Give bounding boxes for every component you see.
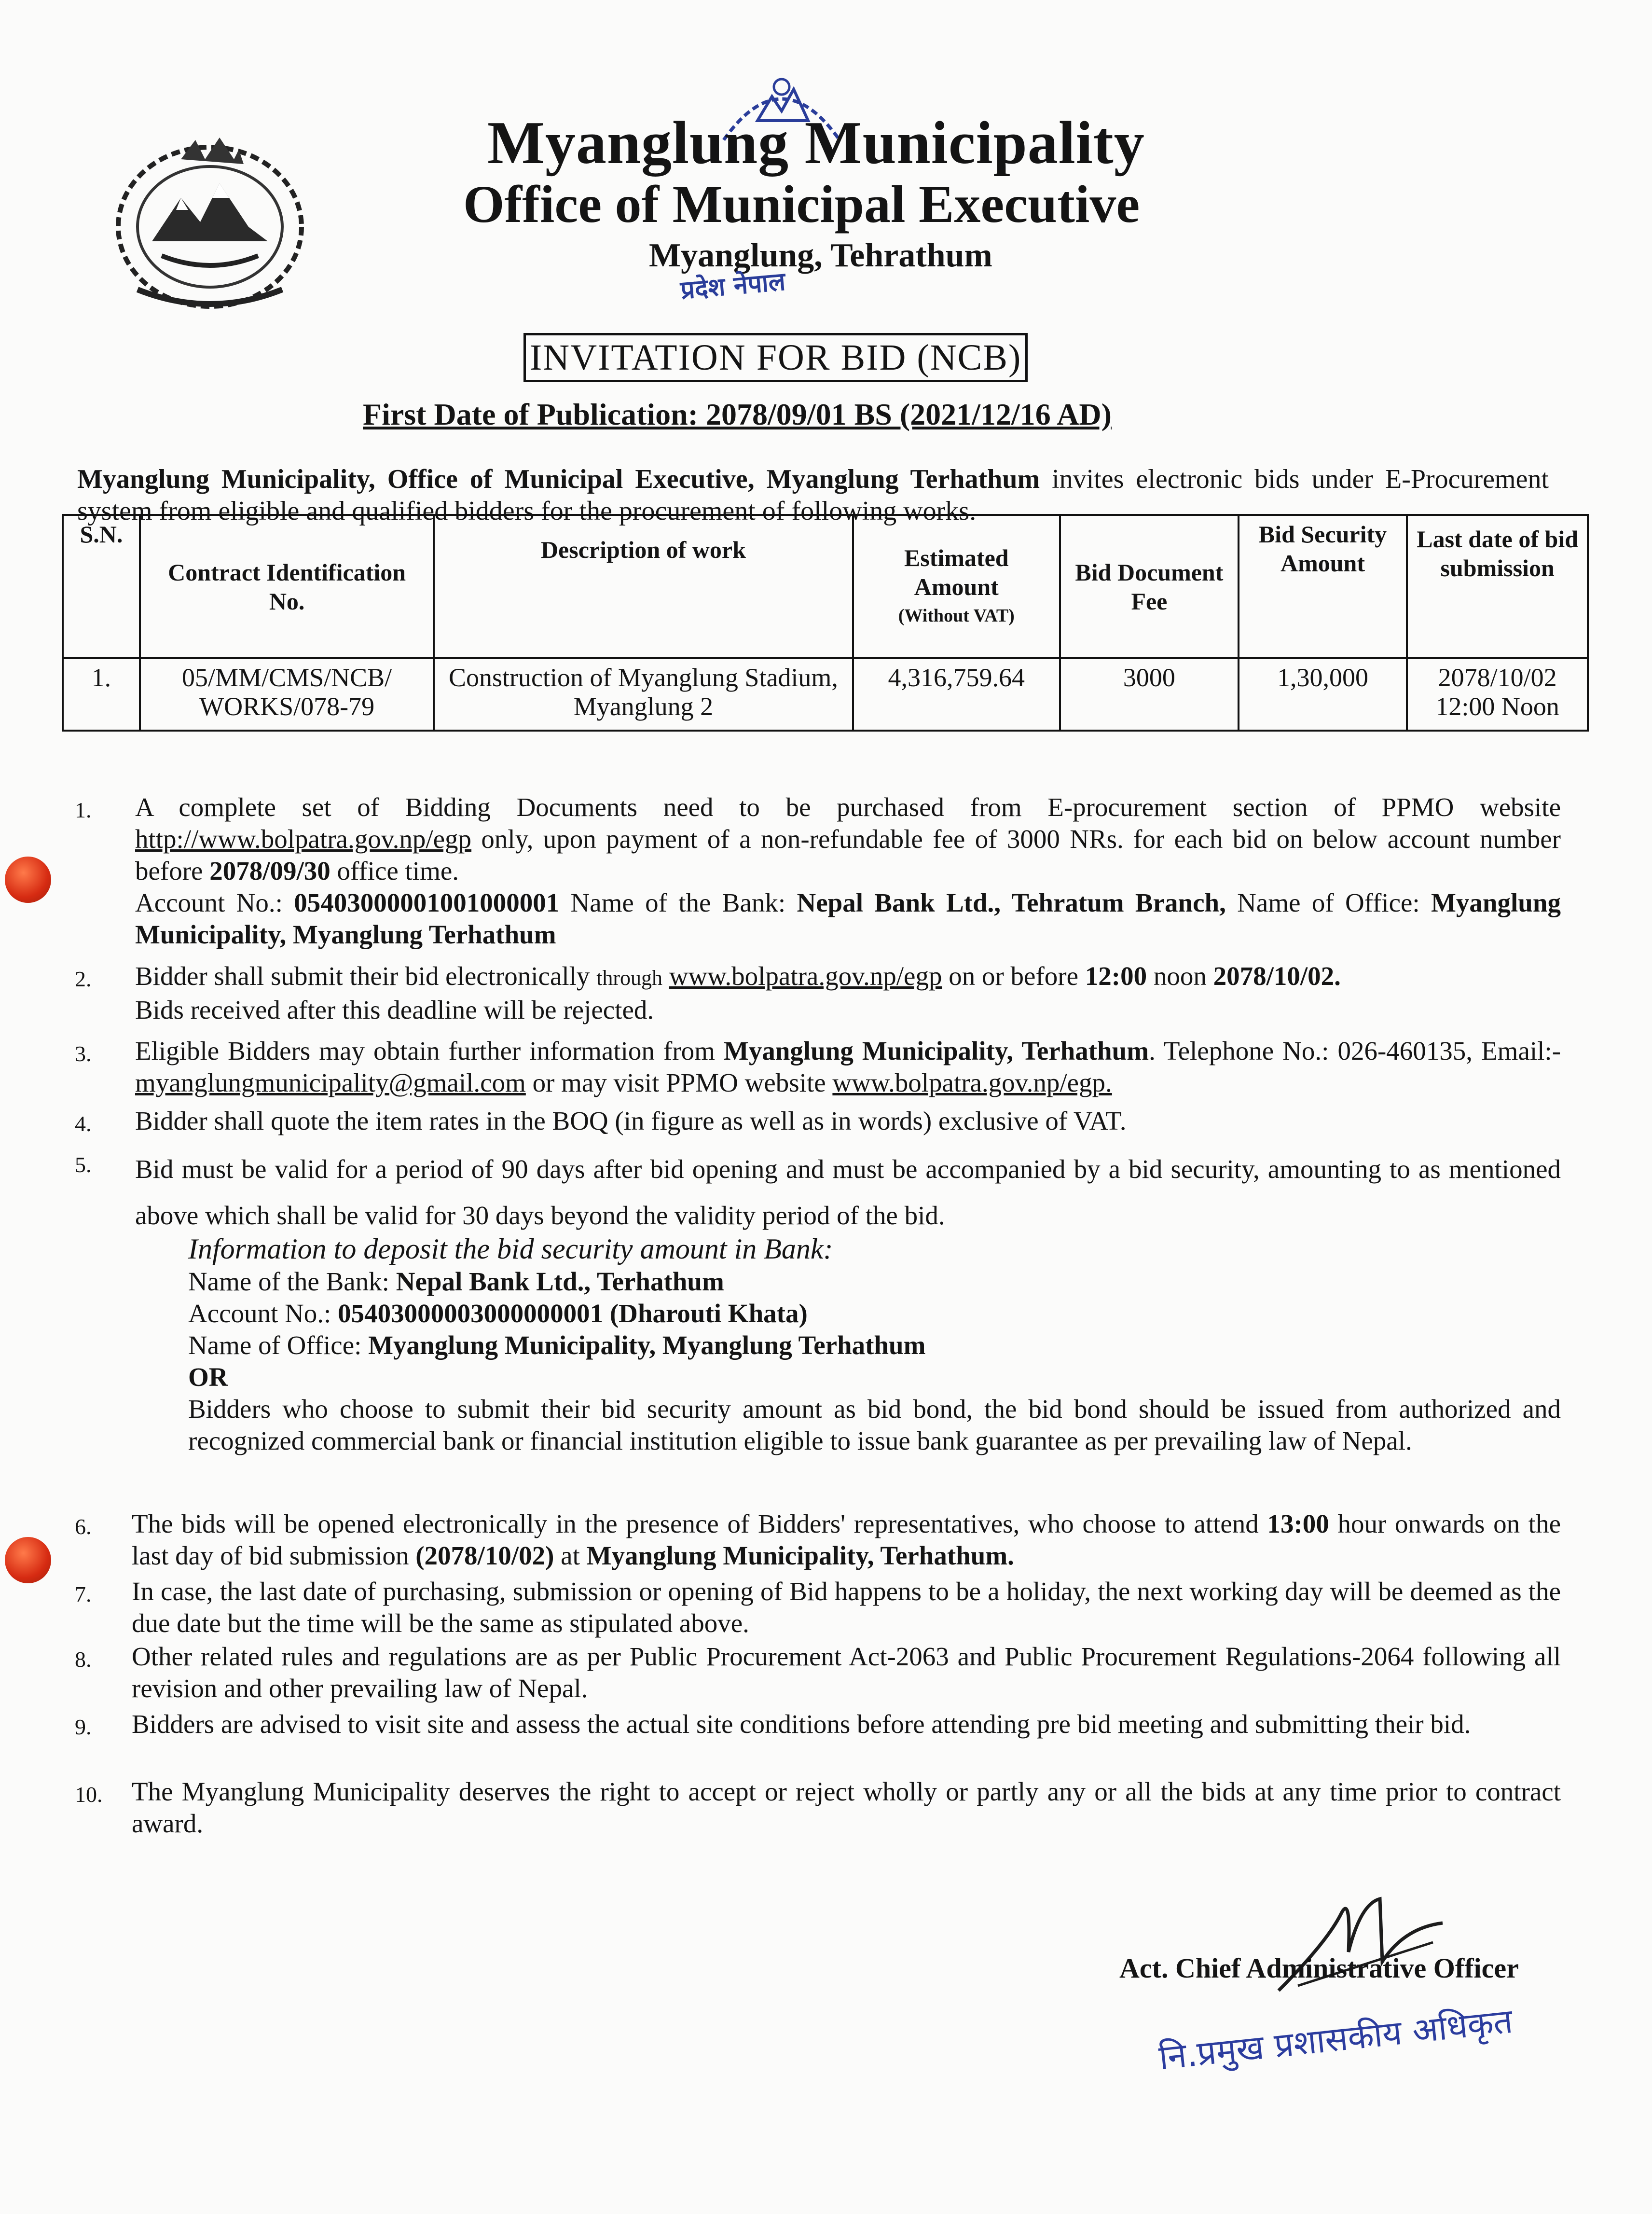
estimated-note: (Without VAT) [898, 605, 1015, 626]
submission-time: 12:00 [1085, 961, 1147, 991]
text-run: at [554, 1541, 587, 1570]
lastdate-date: 2078/10/02 [1438, 663, 1557, 692]
office-title: Office of Municipal Executive [463, 175, 1140, 234]
text-run: on or before [942, 961, 1085, 991]
intro-org: Myanglung Municipality, Office of Municipal Executive, Myanglung Terhathum [77, 464, 1040, 494]
handwritten-signature [1269, 1884, 1452, 2010]
stamp-text: प्रदेश नेपाल [679, 267, 787, 305]
account-number: 05403000001001000001 [294, 888, 560, 917]
red-dot-marker [5, 1537, 51, 1583]
opening-org: Myanglung Municipality, Terhathum. [586, 1541, 1014, 1570]
item-number: 4. [75, 1111, 92, 1136]
list-item-2 [75, 960, 1561, 1026]
office-name: Myanglung Municipality, Myanglung Terhathum [135, 888, 1561, 949]
lastdate-time: 12:00 Noon [1435, 692, 1559, 721]
ppmo-website-link[interactable]: www.bolpatra.gov.np/egp. [832, 1068, 1112, 1097]
email-link[interactable]: myanglungmunicipality@gmail.com [135, 1068, 526, 1097]
item-number: 10. [75, 1782, 103, 1807]
text-run: Name of Office: [1225, 888, 1432, 917]
cell-sn: 1. [63, 658, 140, 731]
text-run: Name of the Bank: [188, 1267, 396, 1296]
opening-time: 13:00 [1267, 1509, 1329, 1538]
text-run: Account No.: [188, 1299, 338, 1328]
signer-nepali-stamp: नि.प्रमुख प्रशासकीय अधिकृत [1157, 2001, 1514, 2078]
list-item-5 [75, 1146, 1561, 1239]
item-number: 6. [75, 1514, 92, 1539]
text-run: through [596, 966, 663, 990]
item-text: Bidder shall quote the item rates in the BOQ (in figure as well as in words) exclusive of VAT. [135, 1106, 1127, 1135]
list-item-7 [75, 1576, 1561, 1639]
item-number: 8. [75, 1647, 92, 1672]
col-header-lastdate: Last date of bid submission [1407, 515, 1588, 658]
opening-date: (2078/10/02) [415, 1541, 554, 1570]
publication-date: First Date of Publication: 2078/09/01 BS (2021/12/16 AD) [363, 397, 1112, 431]
item-text [132, 1508, 1561, 1572]
municipality-name-title: Myanglung Municipality [487, 110, 1145, 177]
cell-contract: 05/MM/CMS/NCB/ WORKS/078-79 [140, 658, 434, 731]
nepal-emblem-icon [109, 130, 311, 314]
purchase-deadline: 2078/09/30 [209, 856, 330, 886]
bid-table [62, 514, 1589, 732]
text-run: The bids will be opened electronically in the presence of Bidders' representatives, who choose to attend [132, 1509, 1267, 1538]
cell-security: 1,30,000 [1239, 658, 1407, 731]
cell-lastdate [1407, 658, 1588, 731]
cell-fee: 3000 [1060, 658, 1239, 731]
text-run: Account No.: [135, 888, 294, 917]
bank-name: Nepal Bank Ltd., Tehratum Branch, [797, 888, 1226, 917]
item-number: 7. [75, 1582, 92, 1606]
text-run: or may visit PPMO website [525, 1068, 833, 1097]
text-run: Name of the Bank: [559, 888, 797, 917]
text-run: Eligible Bidders may obtain further information from [135, 1036, 724, 1065]
list-item-10 [75, 1776, 1561, 1840]
estimated-label: Estimated Amount [904, 544, 1009, 600]
or-label: OR [188, 1362, 228, 1392]
bid-bond-text: Bidders who choose to submit their bid security amount as bid bond, the bid bond should be issued from authorized and recognized commercial bank or financial institution eligible to issue bank guarantee as per prevailing law of Nepal. [188, 1394, 1561, 1455]
item-number: 3. [75, 1041, 92, 1066]
submission-date: 2078/10/02. [1213, 961, 1341, 991]
text-run: Name of Office: [188, 1330, 369, 1360]
col-header-security: Bid Security Amount [1239, 515, 1407, 658]
item-text: Bid must be valid for a period of 90 days after bid opening and must be accompanied by a bid security, amounting to as mentioned above which shall be valid for 30 days beyond the validity period of the bid. [135, 1154, 1561, 1230]
notice-heading: INVITATION FOR BID (NCB) [523, 333, 1028, 382]
egp-link[interactable]: www.bolpatra.gov.np/egp [669, 961, 942, 991]
cell-estimated: 4,316,759.64 [853, 658, 1060, 731]
item-text [135, 960, 1561, 1026]
intro-text: invites electronic bids under E-Procurement system from eligible and qualified bidders for the procurement of following works. [77, 464, 1549, 526]
item-number: 1. [75, 798, 92, 822]
item-number: 5. [75, 1152, 92, 1177]
security-bank-name: Nepal Bank Ltd., Terhathum [396, 1267, 724, 1296]
security-account-number: 05403000003000000001 (Dharouti Khata) [338, 1299, 808, 1328]
col-header-estimated [853, 515, 1060, 658]
list-item-3 [75, 1035, 1561, 1099]
item-text: In case, the last date of purchasing, submission or opening of Bid happens to be a holiday, the next working day will be deemed as the due date but the time will be the same as stipulated above. [132, 1577, 1561, 1638]
col-header-contract: Contract Identification No. [140, 515, 434, 658]
info-org: Myanglung Municipality, Terhathum [723, 1036, 1149, 1065]
item-text: Bidders are advised to visit site and assess the actual site conditions before attending pre bid meeting and submitting their bid. [132, 1709, 1471, 1739]
security-office-name: Myanglung Municipality, Myanglung Terhathum [368, 1330, 926, 1360]
list-item-1 [75, 791, 1561, 951]
list-item-6 [75, 1508, 1561, 1572]
signer-title: Act. Chief Administrative Officer [1119, 1952, 1519, 1984]
ppmo-link[interactable]: http://www.bolpatra.gov.np/egp [135, 824, 472, 854]
table-row [63, 658, 1588, 731]
list-item-8 [75, 1641, 1561, 1704]
bank-info-block [188, 1233, 1561, 1457]
item-number: 9. [75, 1715, 92, 1739]
text-run: hour onwards on the last day of bid submission [132, 1509, 1561, 1570]
text-run: . Telephone No.: 026-460135, Email:- [1149, 1036, 1561, 1065]
list-item-4 [75, 1105, 1561, 1137]
text-run: office time. [330, 856, 459, 886]
text-run: Bidder shall submit their bid electronically [135, 961, 597, 991]
text-run: A complete set of Bidding Documents need to be purchased from E-procurement section of PPMO website [135, 792, 1561, 822]
col-header-fee: Bid Document Fee [1060, 515, 1239, 658]
bank-info-heading: Information to deposit the bid security amount in Bank: [188, 1233, 833, 1265]
red-dot-marker [5, 857, 51, 903]
cell-description: Construction of Myanglung Stadium, Myanglung 2 [434, 658, 853, 731]
item-number: 2. [75, 967, 92, 991]
item-text [135, 791, 1561, 951]
table-header-row [63, 515, 1588, 658]
text-run: Bids received after this deadline will be rejected. [135, 995, 654, 1024]
item-text: Other related rules and regulations are as per Public Procurement Act-2063 and Public Procurement Regulations-2064 following all revision and other prevailing law of Nepal. [132, 1642, 1561, 1703]
item-text: The Myanglung Municipality deserves the right to accept or reject wholly or partly any or all the bids at any time prior to contract award. [132, 1777, 1561, 1838]
text-run: only, upon payment of a non-refundable fee of 3000 NRs. for each bid on below account number before [135, 824, 1561, 886]
item-text [135, 1035, 1561, 1099]
list-item-9 [75, 1708, 1561, 1740]
location-subtitle: Myanglung, Tehrathum [649, 237, 992, 274]
col-header-description: Description of work [434, 515, 853, 658]
col-header-sn: S.N. [63, 515, 140, 658]
text-run: noon [1147, 961, 1213, 991]
